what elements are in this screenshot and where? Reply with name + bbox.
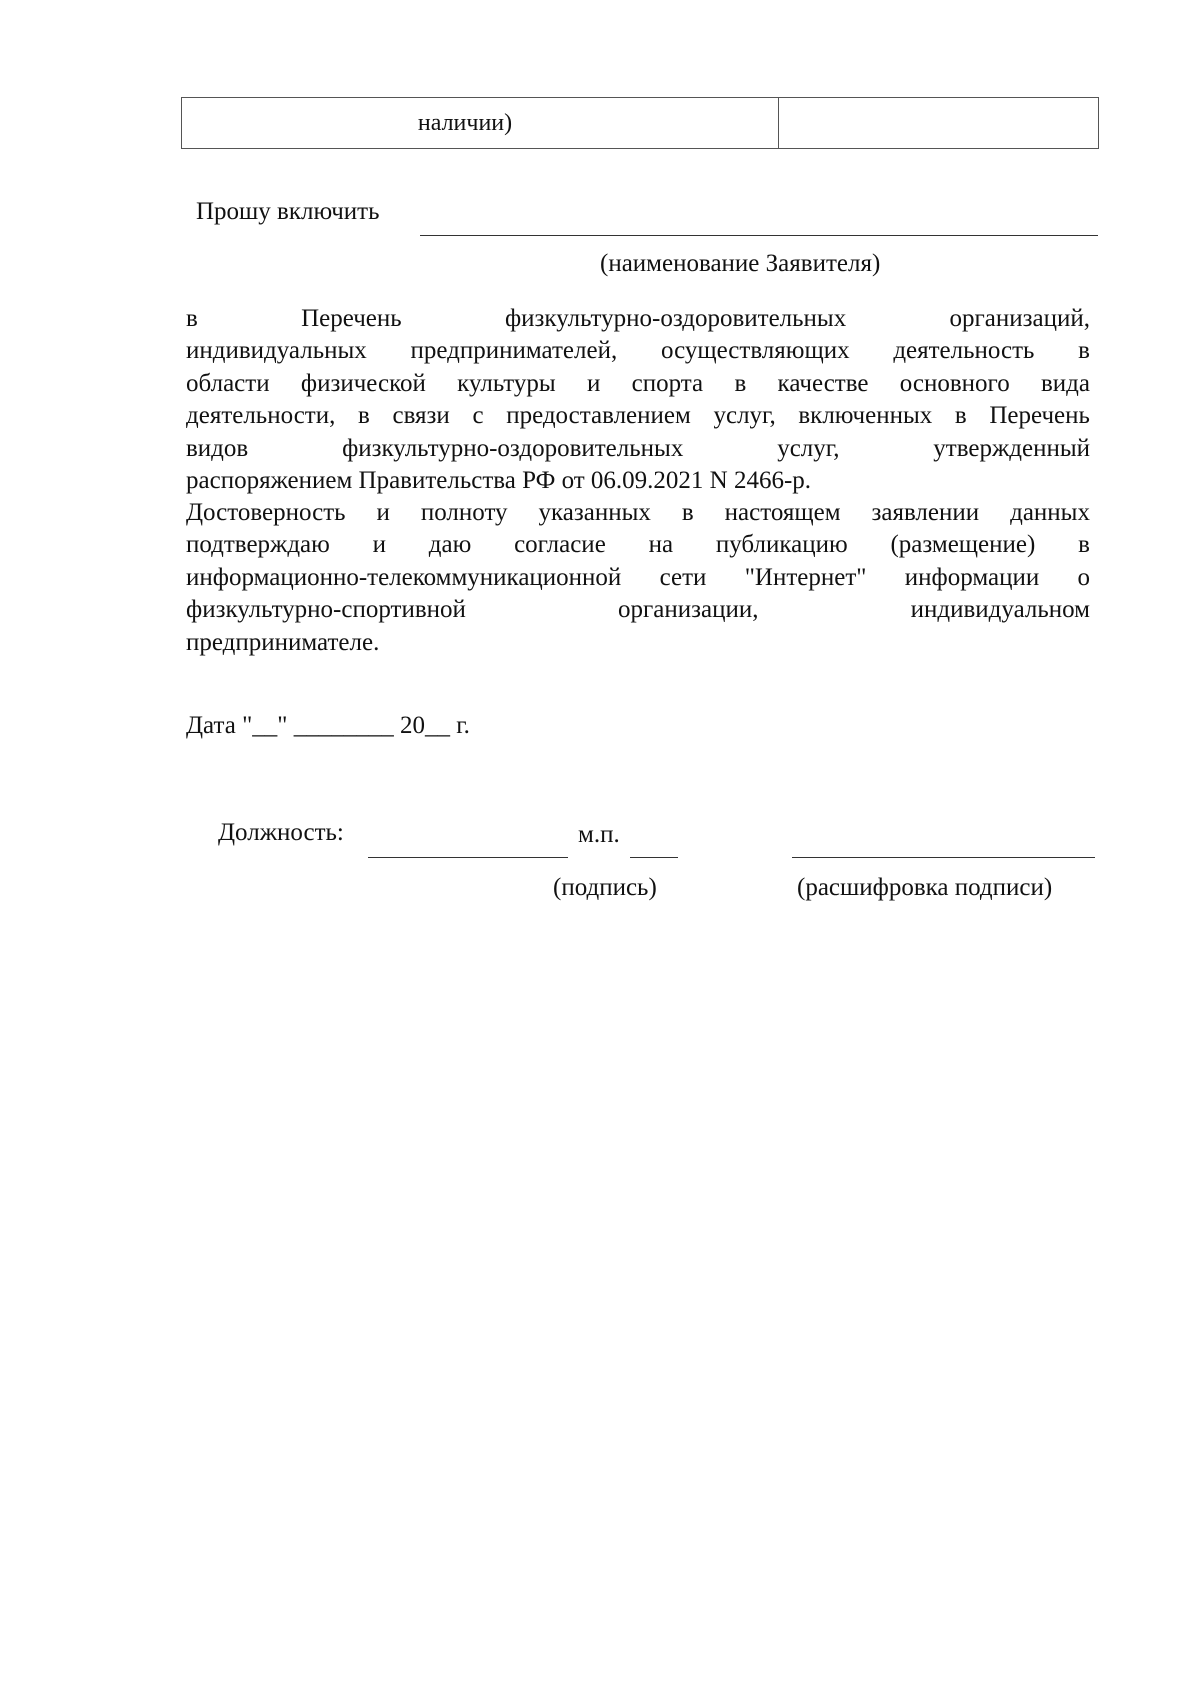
word: о (1077, 563, 1090, 591)
word: в (358, 402, 370, 430)
word: даю (428, 531, 472, 559)
word: физической (300, 369, 426, 397)
word: и (372, 531, 386, 559)
word: указанных (538, 499, 651, 526)
word: информации (904, 563, 1040, 591)
word: в (1078, 337, 1090, 365)
word: деятельности, (186, 402, 336, 430)
word: Перечень (301, 305, 402, 332)
word: предпринимателей, (410, 337, 618, 365)
word: в (954, 402, 967, 430)
signature-caption: (подпись) (553, 874, 657, 901)
word: заявлении (871, 499, 980, 526)
table-cell-value (779, 98, 1099, 149)
word: в (1078, 531, 1090, 559)
position-label: Должность: (218, 819, 344, 846)
word: области (186, 369, 270, 397)
word: в (186, 305, 198, 332)
word: осуществляющих (660, 337, 850, 365)
word: вида (1041, 369, 1090, 397)
table-row (182, 98, 1099, 149)
word: услуг, (777, 434, 840, 462)
stamp-line (630, 857, 678, 858)
date-line: Дата "__" ________ 20__ г. (186, 712, 470, 739)
signature-decoding-caption: (расшифровка подписи) (797, 874, 1053, 901)
paragraph-line (186, 335, 1090, 367)
word: физкультурно-оздоровительных (504, 305, 847, 332)
word: "Интернет" (744, 563, 867, 591)
word: видов (186, 434, 249, 462)
word: и (586, 369, 601, 397)
word: информационно-телекоммуникационной (186, 563, 622, 591)
word: услуг, (713, 402, 776, 430)
word: утвержденный (933, 434, 1090, 462)
word: индивидуальном (910, 596, 1090, 624)
signature-decoding-line (792, 857, 1095, 858)
word: спорта (631, 369, 704, 397)
word: публикацию (715, 531, 848, 559)
word: и (376, 499, 390, 526)
word: данных (1010, 499, 1090, 526)
paragraph-line (186, 433, 1090, 465)
paragraph-request (186, 303, 1090, 497)
word: (размещение) (890, 531, 1036, 559)
word: настоящем (724, 499, 841, 526)
word: связи (392, 402, 450, 430)
applicant-name-caption: (наименование Заявителя) (600, 250, 881, 277)
word: индивидуальных (186, 337, 367, 365)
word: согласие (514, 531, 606, 559)
word: предоставлением (506, 402, 691, 430)
request-lead: Прошу включить (196, 198, 380, 225)
word: Перечень (989, 402, 1090, 430)
stamp-label: м.п. (578, 821, 620, 848)
word: подтверждаю (186, 531, 330, 559)
paragraph-line (186, 303, 1090, 335)
word: организации, (618, 596, 759, 624)
word: качестве (777, 369, 869, 397)
word: организаций, (949, 305, 1090, 332)
paragraph-line-last: предпринимателе. (186, 628, 380, 656)
applicant-info-table (181, 97, 1099, 149)
word: в (734, 369, 747, 397)
paragraph-consent (186, 497, 1090, 659)
word: полноту (420, 499, 508, 526)
paragraph-line (186, 594, 1090, 626)
word: физкультурно-спортивной (186, 596, 466, 624)
word: культуры (457, 369, 556, 397)
paragraph-line (186, 497, 1090, 529)
word: с (472, 402, 484, 430)
word: физкультурно-оздоровительных (342, 434, 684, 462)
paragraph-line (186, 368, 1090, 400)
paragraph-line-last: распоряжением Правительства РФ от 06.09.2021 N 2466-р. (186, 466, 812, 494)
paragraph-line (186, 562, 1090, 594)
word: включенных (798, 402, 933, 430)
table-cell-label-text: наличии) (417, 109, 513, 136)
signature-line (368, 857, 568, 858)
paragraph-line (186, 400, 1090, 432)
word: сети (659, 563, 707, 591)
paragraph-line (186, 529, 1090, 561)
applicant-name-line (420, 235, 1098, 236)
word: на (648, 531, 674, 559)
word: основного (899, 369, 1010, 397)
table-cell-label (182, 98, 779, 149)
word: Достоверность (186, 499, 346, 526)
word: деятельность (893, 337, 1035, 365)
word: в (681, 499, 694, 526)
